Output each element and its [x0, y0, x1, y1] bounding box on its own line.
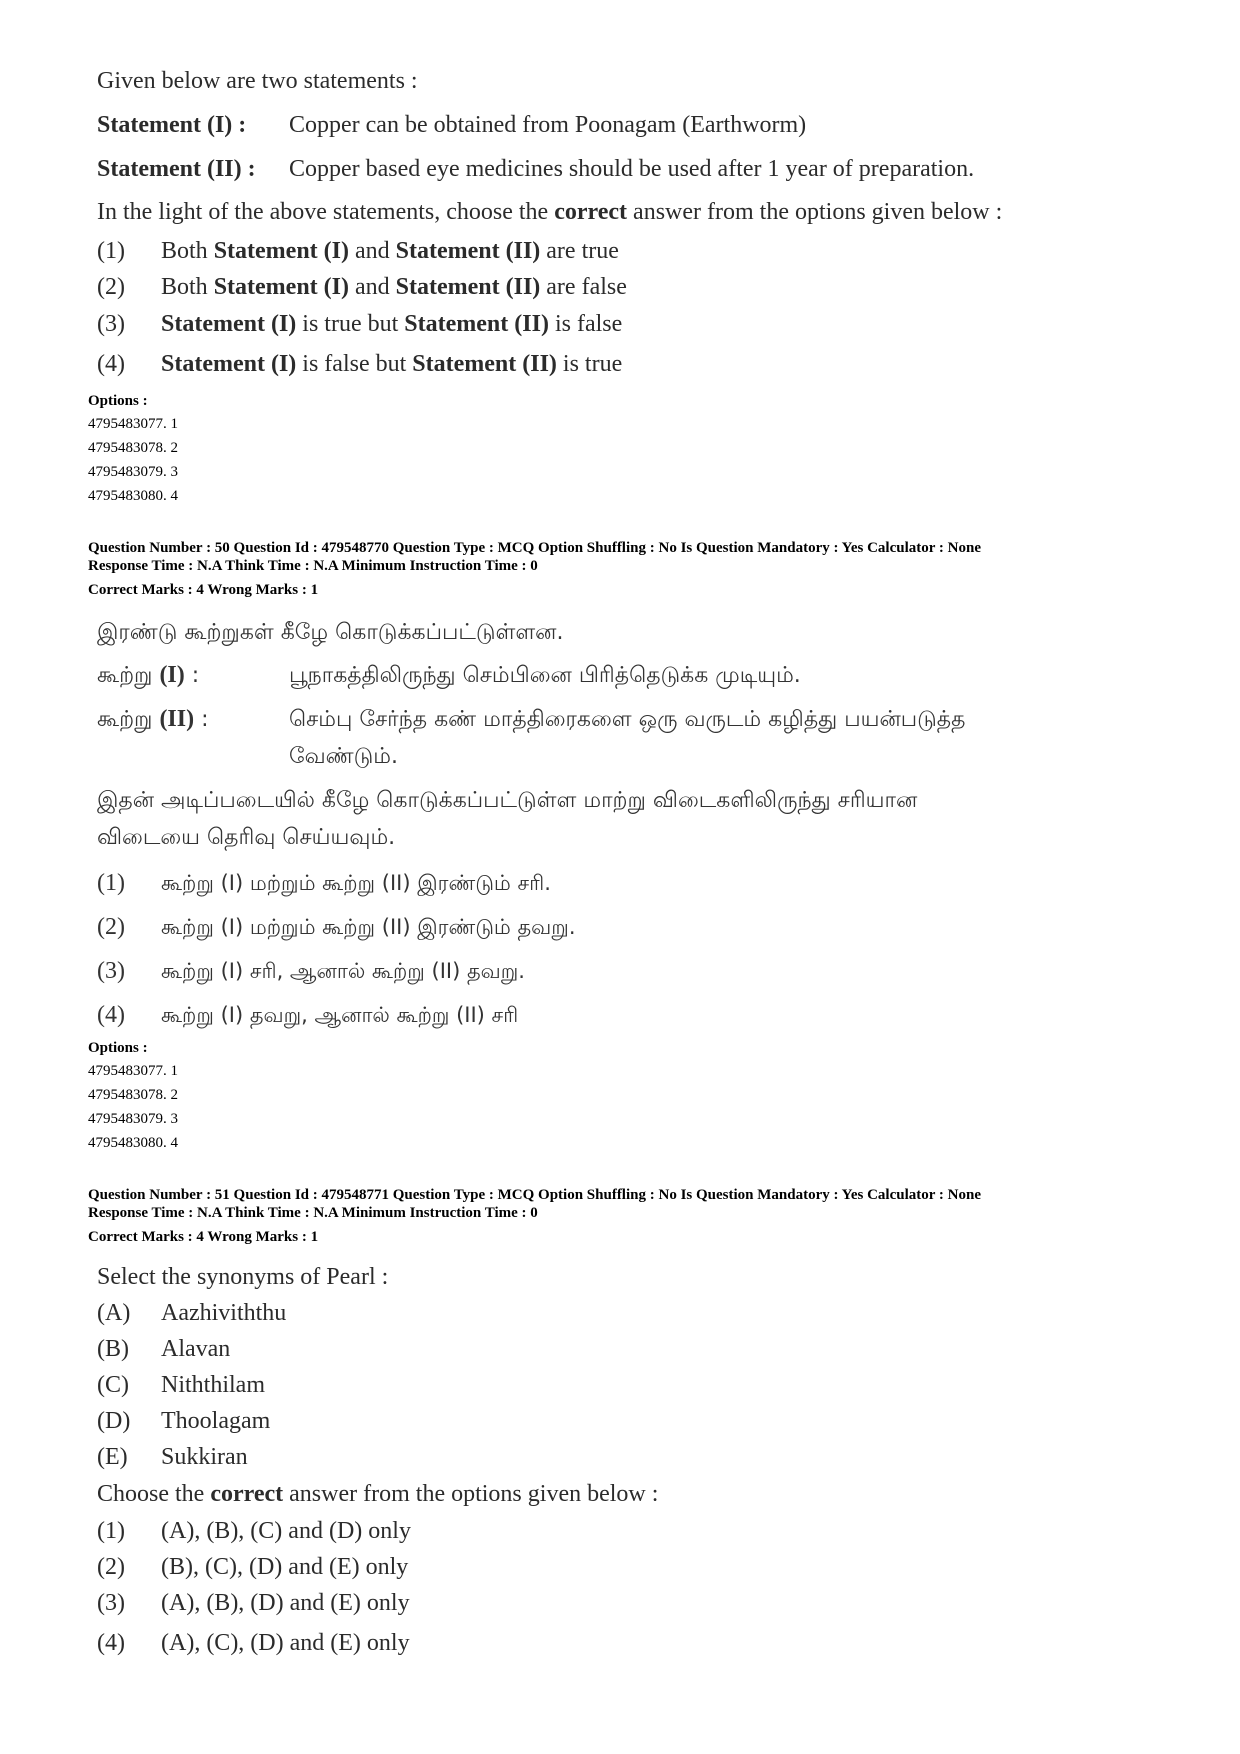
statement-text: Copper can be obtained from Poonagam (Earthworm) [289, 112, 807, 138]
q51-intro: Select the synonyms of Pearl : [97, 1264, 389, 1290]
options-label: Options : [88, 1040, 148, 1056]
option-code: 4795483078. 2 [88, 1087, 178, 1103]
q51-item: (C) Niththilam [97, 1372, 265, 1398]
q51-marks: Correct Marks : 4 Wrong Marks : 1 [88, 1229, 319, 1245]
q49-instruction: In the light of the above statements, choose the correct answer from the options given below : [97, 199, 1003, 225]
q51-option-4: (4) (A), (C), (D) and (E) only [97, 1630, 410, 1656]
option-code: 4795483079. 3 [88, 464, 178, 480]
q50-instruction-line2: விடையை தெரிவு செய்யவும். [97, 825, 396, 850]
option-code: 4795483077. 1 [88, 1063, 178, 1079]
q51-item: (D) Thoolagam [97, 1408, 271, 1434]
q50-meta-line2: Response Time : N.A Think Time : N.A Minimum Instruction Time : 0 [88, 558, 538, 574]
q51-item: (E) Sukkiran [97, 1444, 248, 1470]
q49-option-2: (2) Both Statement (I) and Statement (II) are false [97, 274, 627, 300]
statement-text: Copper based eye medicines should be used after 1 year of preparation. [289, 156, 975, 182]
q51-option-2: (2) (B), (C), (D) and (E) only [97, 1554, 409, 1580]
option-code: 4795483079. 3 [88, 1111, 178, 1127]
q51-meta-line2: Response Time : N.A Think Time : N.A Minimum Instruction Time : 0 [88, 1205, 538, 1221]
option-code: 4795483080. 4 [88, 1135, 178, 1151]
q50-statement-2: கூற்று (II) : செம்பு சேர்ந்த கண் மாத்திரைகளை ஒரு வருடம் கழித்து பயன்படுத்த [97, 706, 966, 732]
statement-label: Statement (II) : [97, 156, 256, 182]
q51-item: (B) Alavan [97, 1336, 231, 1362]
q50-option-2: (2) கூற்று (I) மற்றும் கூற்று (II) இரண்டும் தவறு. [97, 914, 576, 940]
q51-meta-line1: Question Number : 51 Question Id : 479548771 Question Type : MCQ Option Shuffling : No Is Question Mandatory : Yes Calculator : None [88, 1187, 981, 1203]
q50-intro: இரண்டு கூற்றுகள் கீழே கொடுக்கப்பட்டுள்ளன. [97, 620, 564, 645]
q50-option-1: (1) கூற்று (I) மற்றும் கூற்று (II) இரண்டும் சரி. [97, 870, 551, 896]
q50-statement-2-cont: வேண்டும். [289, 744, 399, 769]
option-code: 4795483080. 4 [88, 488, 178, 504]
q51-instruction: Choose the correct answer from the options given below : [97, 1481, 659, 1507]
q49-option-3: (3) Statement (I) is true but Statement (II) is false [97, 311, 623, 337]
q50-instruction-line1: இதன் அடிப்படையில் கீழே கொடுக்கப்பட்டுள்ள மாற்று விடைகளிலிருந்து சரியான [97, 788, 918, 813]
q49-option-4: (4) Statement (I) is false but Statement (II) is true [97, 351, 623, 377]
q50-meta-line1: Question Number : 50 Question Id : 479548770 Question Type : MCQ Option Shuffling : No Is Question Mandatory : Yes Calculator : None [88, 540, 981, 556]
q50-option-3: (3) கூற்று (I) சரி, ஆனால் கூற்று (II) தவறு. [97, 958, 525, 984]
q50-marks: Correct Marks : 4 Wrong Marks : 1 [88, 582, 319, 598]
q50-statement-1: கூற்று (I) : பூநாகத்திலிருந்து செம்பினை பிரித்தெடுக்க முடியும். [97, 662, 801, 688]
q51-option-3: (3) (A), (B), (D) and (E) only [97, 1590, 410, 1616]
q49-statement-1 [97, 112, 806, 139]
option-code: 4795483077. 1 [88, 416, 178, 432]
option-code: 4795483078. 2 [88, 440, 178, 456]
statement-label: Statement (I) : [97, 112, 247, 138]
q51-option-1: (1) (A), (B), (C) and (D) only [97, 1518, 411, 1544]
q49-intro: Given below are two statements : [97, 68, 418, 94]
options-label: Options : [88, 393, 148, 409]
q49-option-1: (1) Both Statement (I) and Statement (II) are true [97, 238, 619, 264]
q49-statement-2 [97, 156, 974, 183]
q51-item: (A) Aazhiviththu [97, 1300, 287, 1326]
q50-option-4: (4) கூற்று (I) தவறு, ஆனால் கூற்று (II) சரி [97, 1002, 519, 1028]
